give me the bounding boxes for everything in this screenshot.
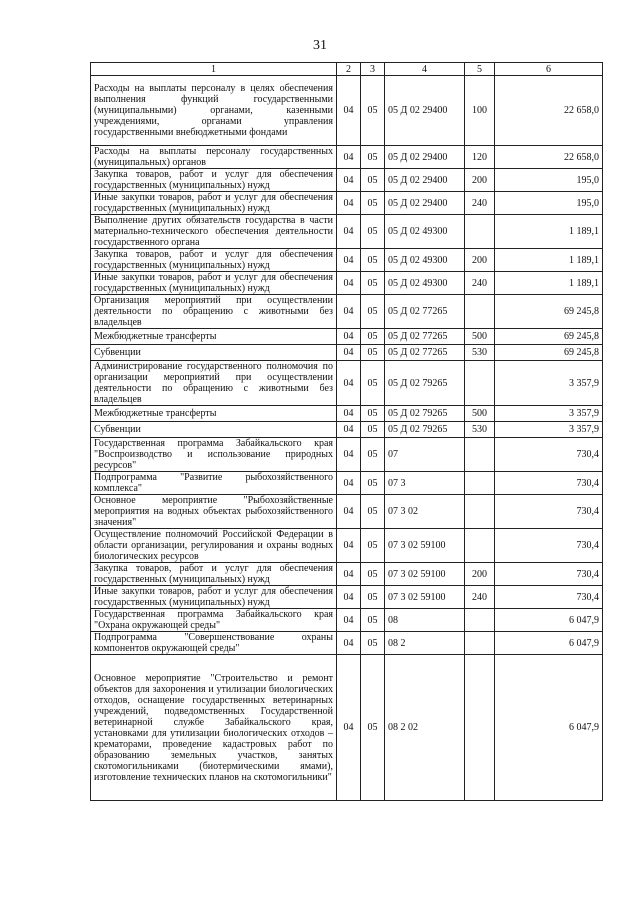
header-row [91, 63, 603, 76]
table-row [91, 422, 603, 438]
subsection-code-cell: 05 [361, 272, 385, 295]
table-row [91, 529, 603, 563]
section-code-cell: 04 [337, 146, 361, 169]
section-code-cell: 04 [337, 361, 361, 406]
section-code-cell: 04 [337, 586, 361, 609]
section-code-cell: 04 [337, 169, 361, 192]
table-row [91, 215, 603, 249]
row-name-cell: Иные закупки товаров, работ и услуг для обеспечения государственных (муниципальных) нужд [91, 272, 337, 295]
row-name-cell: Расходы на выплаты персоналу в целях обеспечения выполнения функций государственными (муниципальными) органами, казенными учреждениями, органами управления государственными внебюджетными фондами [91, 76, 337, 146]
row-name-cell: Подпрограмма "Совершенствование охраны компонентов окружающей среды" [91, 632, 337, 655]
target-article-cell: 07 3 02 59100 [385, 586, 465, 609]
section-code-cell: 04 [337, 438, 361, 472]
target-article-cell: 05 Д 02 79265 [385, 406, 465, 422]
expense-type-cell: 240 [465, 272, 495, 295]
section-code-cell: 04 [337, 563, 361, 586]
expense-type-cell: 120 [465, 146, 495, 169]
subsection-code-cell: 05 [361, 495, 385, 529]
target-article-cell: 05 Д 02 77265 [385, 345, 465, 361]
table-row [91, 329, 603, 345]
amount-cell: 3 357,9 [495, 406, 603, 422]
table-row [91, 249, 603, 272]
page-number: 31 [313, 38, 327, 53]
header-col-5: 5 [465, 63, 495, 76]
row-name-cell: Иные закупки товаров, работ и услуг для обеспечения государственных (муниципальных) нужд [91, 192, 337, 215]
header-col-2: 2 [337, 63, 361, 76]
section-code-cell: 04 [337, 295, 361, 329]
row-name-cell: Основное мероприятие "Рыбохозяйственные мероприятия на водных объектах рыбохозяйственного значения" [91, 495, 337, 529]
amount-cell: 6 047,9 [495, 609, 603, 632]
section-code-cell: 04 [337, 655, 361, 801]
expense-type-cell: 530 [465, 422, 495, 438]
table-row [91, 609, 603, 632]
amount-cell: 6 047,9 [495, 632, 603, 655]
amount-cell: 1 189,1 [495, 215, 603, 249]
amount-cell: 730,4 [495, 529, 603, 563]
section-code-cell: 04 [337, 406, 361, 422]
subsection-code-cell: 05 [361, 249, 385, 272]
section-code-cell: 04 [337, 249, 361, 272]
section-code-cell: 04 [337, 272, 361, 295]
amount-cell: 195,0 [495, 192, 603, 215]
section-code-cell: 04 [337, 422, 361, 438]
expense-type-cell: 500 [465, 329, 495, 345]
subsection-code-cell: 05 [361, 345, 385, 361]
target-article-cell: 07 [385, 438, 465, 472]
amount-cell: 69 245,8 [495, 329, 603, 345]
target-article-cell: 05 Д 02 29400 [385, 146, 465, 169]
expense-type-cell [465, 295, 495, 329]
amount-cell: 730,4 [495, 586, 603, 609]
target-article-cell: 05 Д 02 49300 [385, 215, 465, 249]
target-article-cell: 05 Д 02 29400 [385, 192, 465, 215]
expense-type-cell [465, 361, 495, 406]
target-article-cell: 05 Д 02 49300 [385, 249, 465, 272]
subsection-code-cell: 05 [361, 361, 385, 406]
header-col-3: 3 [361, 63, 385, 76]
target-article-cell: 07 3 [385, 472, 465, 495]
expense-type-cell [465, 529, 495, 563]
table-row [91, 345, 603, 361]
expense-type-cell [465, 472, 495, 495]
table-row [91, 472, 603, 495]
row-name-cell: Иные закупки товаров, работ и услуг для обеспечения государственных (муниципальных) нужд [91, 586, 337, 609]
amount-cell: 3 357,9 [495, 422, 603, 438]
target-article-cell: 08 [385, 609, 465, 632]
target-article-cell: 05 Д 02 79265 [385, 422, 465, 438]
section-code-cell: 04 [337, 495, 361, 529]
header-col-4: 4 [385, 63, 465, 76]
subsection-code-cell: 05 [361, 76, 385, 146]
section-code-cell: 04 [337, 632, 361, 655]
expense-type-cell: 240 [465, 586, 495, 609]
row-name-cell: Расходы на выплаты персоналу государственных (муниципальных) органов [91, 146, 337, 169]
subsection-code-cell: 05 [361, 655, 385, 801]
section-code-cell: 04 [337, 529, 361, 563]
row-name-cell: Субвенции [91, 345, 337, 361]
row-name-cell: Подпрограмма "Развитие рыбохозяйственного комплекса" [91, 472, 337, 495]
row-name-cell: Субвенции [91, 422, 337, 438]
expense-type-cell [465, 655, 495, 801]
row-name-cell: Межбюджетные трансферты [91, 329, 337, 345]
table-row [91, 76, 603, 146]
row-name-cell: Закупка товаров, работ и услуг для обеспечения государственных (муниципальных) нужд [91, 169, 337, 192]
section-code-cell: 04 [337, 345, 361, 361]
subsection-code-cell: 05 [361, 169, 385, 192]
table-row [91, 563, 603, 586]
row-name-cell: Закупка товаров, работ и услуг для обеспечения государственных (муниципальных) нужд [91, 563, 337, 586]
target-article-cell: 05 Д 02 77265 [385, 329, 465, 345]
table-row [91, 361, 603, 406]
expense-type-cell [465, 632, 495, 655]
subsection-code-cell: 05 [361, 215, 385, 249]
expense-type-cell: 240 [465, 192, 495, 215]
target-article-cell: 05 Д 02 77265 [385, 295, 465, 329]
target-article-cell: 07 3 02 59100 [385, 529, 465, 563]
row-name-cell: Осуществление полномочий Российской Федерации в области организации, регулирования и охраны водных биологических ресурсов [91, 529, 337, 563]
table-row [91, 272, 603, 295]
target-article-cell: 08 2 02 [385, 655, 465, 801]
amount-cell: 1 189,1 [495, 249, 603, 272]
section-code-cell: 04 [337, 76, 361, 146]
section-code-cell: 04 [337, 609, 361, 632]
target-article-cell: 07 3 02 [385, 495, 465, 529]
subsection-code-cell: 05 [361, 609, 385, 632]
expense-type-cell [465, 438, 495, 472]
table-row [91, 169, 603, 192]
section-code-cell: 04 [337, 215, 361, 249]
target-article-cell: 05 Д 02 29400 [385, 169, 465, 192]
amount-cell: 730,4 [495, 495, 603, 529]
expense-type-cell: 200 [465, 169, 495, 192]
amount-cell: 69 245,8 [495, 295, 603, 329]
expense-type-cell [465, 495, 495, 529]
table-row [91, 438, 603, 472]
subsection-code-cell: 05 [361, 329, 385, 345]
target-article-cell: 05 Д 02 49300 [385, 272, 465, 295]
table-header [91, 63, 603, 76]
table-row [91, 655, 603, 801]
subsection-code-cell: 05 [361, 586, 385, 609]
subsection-code-cell: 05 [361, 529, 385, 563]
amount-cell: 195,0 [495, 169, 603, 192]
expense-type-cell: 530 [465, 345, 495, 361]
header-col-6: 6 [495, 63, 603, 76]
subsection-code-cell: 05 [361, 422, 385, 438]
table-row [91, 632, 603, 655]
expense-type-cell: 100 [465, 76, 495, 146]
subsection-code-cell: 05 [361, 632, 385, 655]
row-name-cell: Администрирование государственного полномочия по организации мероприятий при осуществлении деятельности по обращению с животными без владельцев [91, 361, 337, 406]
table-row [91, 192, 603, 215]
table-row [91, 146, 603, 169]
amount-cell: 730,4 [495, 472, 603, 495]
amount-cell: 22 658,0 [495, 146, 603, 169]
table-row [91, 495, 603, 529]
amount-cell: 69 245,8 [495, 345, 603, 361]
row-name-cell: Государственная программа Забайкальского края "Воспроизводство и использование природных ресурсов" [91, 438, 337, 472]
amount-cell: 730,4 [495, 438, 603, 472]
budget-table [90, 62, 603, 801]
row-name-cell: Организация мероприятий при осуществлении деятельности по обращению с животными без владельцев [91, 295, 337, 329]
expense-type-cell [465, 215, 495, 249]
subsection-code-cell: 05 [361, 192, 385, 215]
subsection-code-cell: 05 [361, 295, 385, 329]
expense-type-cell [465, 609, 495, 632]
amount-cell: 3 357,9 [495, 361, 603, 406]
expense-type-cell: 200 [465, 249, 495, 272]
table-row [91, 406, 603, 422]
row-name-cell: Закупка товаров, работ и услуг для обеспечения государственных (муниципальных) нужд [91, 249, 337, 272]
amount-cell: 1 189,1 [495, 272, 603, 295]
expense-type-cell: 200 [465, 563, 495, 586]
subsection-code-cell: 05 [361, 472, 385, 495]
target-article-cell: 08 2 [385, 632, 465, 655]
subsection-code-cell: 05 [361, 563, 385, 586]
row-name-cell: Выполнение других обязательств государства в части материально-технического обеспечения деятельности государственного органа [91, 215, 337, 249]
amount-cell: 6 047,9 [495, 655, 603, 801]
row-name-cell: Межбюджетные трансферты [91, 406, 337, 422]
table-row [91, 295, 603, 329]
amount-cell: 730,4 [495, 563, 603, 586]
table-body [91, 76, 603, 801]
target-article-cell: 05 Д 02 79265 [385, 361, 465, 406]
target-article-cell: 07 3 02 59100 [385, 563, 465, 586]
subsection-code-cell: 05 [361, 406, 385, 422]
section-code-cell: 04 [337, 329, 361, 345]
amount-cell: 22 658,0 [495, 76, 603, 146]
target-article-cell: 05 Д 02 29400 [385, 76, 465, 146]
row-name-cell: Основное мероприятие "Строительство и ремонт объектов для захоронения и утилизации биологических отходов, оснащение государственных ветеринарных учреждений, подведомственных Государственной ветеринарной службе Забайкальского края, установками для утилизации биологических отходов – крематорами, проведение кадастровых работ по образованию земельных участков, занятых скотомогильниками (биотермическими ямами), изготовление технических планов на скотомогильники" [91, 655, 337, 801]
header-col-1: 1 [91, 63, 337, 76]
section-code-cell: 04 [337, 192, 361, 215]
subsection-code-cell: 05 [361, 146, 385, 169]
expense-type-cell: 500 [465, 406, 495, 422]
subsection-code-cell: 05 [361, 438, 385, 472]
row-name-cell: Государственная программа Забайкальского края "Охрана окружающей среды" [91, 609, 337, 632]
table-row [91, 586, 603, 609]
section-code-cell: 04 [337, 472, 361, 495]
